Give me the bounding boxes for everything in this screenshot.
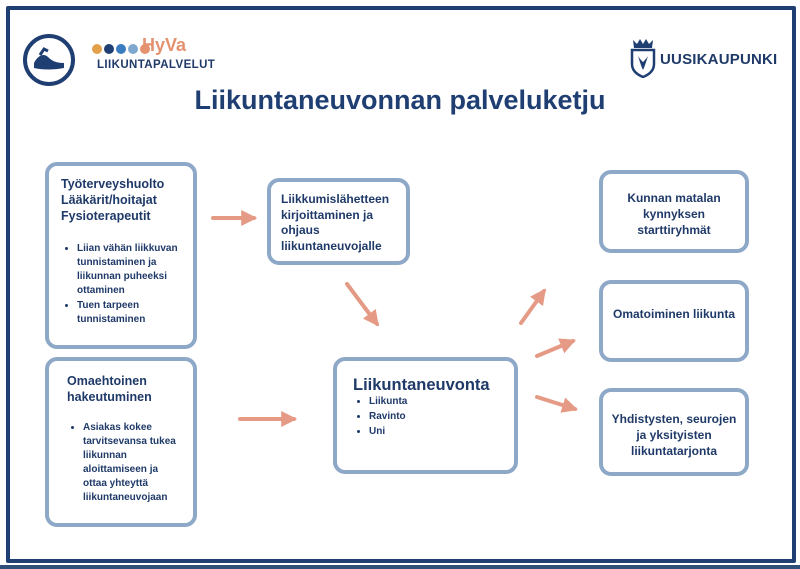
arrow-to-independent <box>537 341 573 356</box>
counseling-item: • Uni <box>369 425 504 439</box>
counseling-item: • Liikunta <box>369 395 504 409</box>
arrow-to-associations <box>537 397 575 409</box>
bullet-item: • Asiakas kokee tarvitsevansa tukea liikunnan aloittamiseen ja ottaa yhteyttä liikuntaneuvojaan <box>83 421 183 505</box>
logo-name: HyVa <box>142 35 187 55</box>
outcome-text: Yhdistysten, seurojen ja yksityisten liikuntatarjonta <box>611 412 737 458</box>
source-title-line: Omaehtoinen <box>67 374 147 388</box>
bullet-item: • Liian vähän liikkuvan tunnistaminen ja liikunnan puheeksi ottaminen <box>77 242 183 298</box>
source-title-line: Fysioterapeutit <box>61 209 151 223</box>
source-title-line: hakeutuminen <box>67 390 152 404</box>
source-title-line: Lääkärit/hoitajat <box>61 193 157 207</box>
referral-text: Liikkumislähetteen kirjoittaminen ja ohjaus liikuntaneuvojalle <box>281 192 390 253</box>
arrow-referral-to-counseling <box>347 284 377 324</box>
page-title: Liikuntaneuvonnan palveluketju <box>194 85 606 115</box>
source-title-line: Työterveyshuolto <box>61 177 165 191</box>
town-name: UUSIKAUPUNKI <box>660 51 778 68</box>
bottom-strip <box>0 565 800 569</box>
arrow-to-start-groups <box>521 291 544 323</box>
counseling-item: • Ravinto <box>369 410 504 424</box>
outcome-text: Omatoiminen liikunta <box>613 307 736 321</box>
counseling-title: Liikuntaneuvonta <box>353 376 490 394</box>
logo-subtitle: LIIKUNTAPALVELUT <box>97 59 216 71</box>
bullet-item: • Tuen tarpeen tunnistaminen <box>77 299 183 327</box>
outcome-text: Kunnan matalan kynnyksen starttiryhmät <box>627 191 721 237</box>
